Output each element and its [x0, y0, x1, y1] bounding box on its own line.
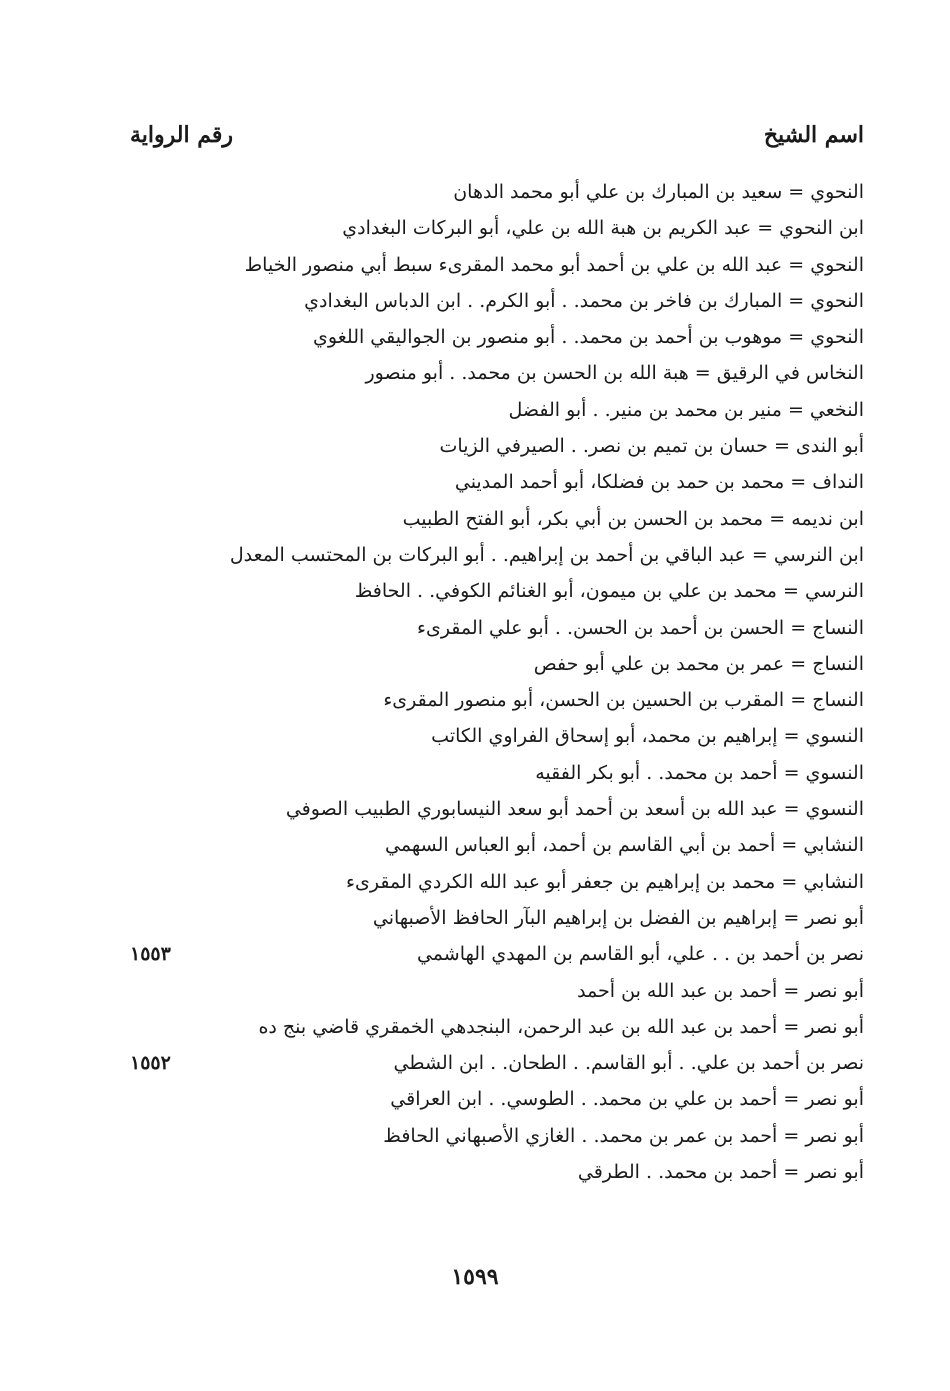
- narration-number: ١٥٥٢: [130, 1052, 171, 1075]
- sheikh-entry-text: أبو نصر = إبراهيم بن الفضل بن إبراهيم البآر الحافظ الأصبهاني: [372, 906, 864, 929]
- list-item: [120, 973, 864, 1009]
- sheikh-entry-text: النحوي = سعيد بن المبارك بن علي أبو محمد الدهان: [453, 181, 864, 203]
- list-item: [120, 1081, 864, 1117]
- list-item: [120, 573, 864, 609]
- list-item: [120, 1118, 864, 1154]
- sheikh-entry-text: النخاس في الرقيق = هبة الله بن الحسن بن محمد. . أبو منصور: [365, 362, 864, 385]
- column-headers: [130, 122, 864, 156]
- sheikh-entry-text: النساج = الحسن بن أحمد بن الحسن. . أبو علي المقرىء: [417, 616, 864, 639]
- list-item: [120, 392, 864, 428]
- sheikh-entry-text: النحوي = عبد الله بن علي بن أحمد أبو محمد المقرىء سبط أبي منصور الخياط: [244, 253, 864, 276]
- sheikh-entry-text: أبو نصر = أحمد بن عمر بن محمد. . الغازي الأصبهاني الحافظ: [383, 1124, 864, 1147]
- narration-number: ١٥٥٣: [130, 943, 171, 966]
- sheikh-entry-text: النسوي = أحمد بن محمد. . أبو بكر الفقيه: [535, 761, 864, 784]
- list-item: [120, 1009, 864, 1045]
- list-item: [120, 537, 864, 573]
- list-item: [120, 319, 864, 355]
- sheikh-entry-text: النسوي = عبد الله بن أسعد بن أحمد أبو سعد النيسابوري الطبيب الصوفي: [285, 798, 864, 821]
- list-item: [120, 247, 864, 283]
- sheikh-entry-text: أبو نصر = أحمد بن علي بن محمد. . الطوسي. . ابن العراقي: [390, 1088, 864, 1111]
- list-item: [120, 428, 864, 464]
- sheikh-list: [120, 174, 864, 1190]
- sheikh-entry-text: النسوي = إبراهيم بن محمد، أبو إسحاق الفراوي الكاتب: [431, 725, 864, 748]
- list-item: [120, 501, 864, 537]
- sheikh-entry-text: النساج = المقرب بن الحسين بن الحسن، أبو منصور المقرىء: [383, 689, 864, 712]
- list-item: [120, 900, 864, 936]
- sheikh-name-header: اسم الشيخ: [763, 122, 864, 148]
- sheikh-entry-text: النداف = محمد بن حمد بن فضلكا، أبو أحمد المديني: [454, 471, 864, 494]
- sheikh-entry-text: ابن النرسي = عبد الباقي بن أحمد بن إبراهيم. . أبو البركات بن المحتسب المعدل: [229, 543, 864, 566]
- list-item: [120, 864, 864, 900]
- list-item: [120, 755, 864, 791]
- list-item: [120, 646, 864, 682]
- sheikh-entry-text: ابن نديمه = محمد بن الحسن بن أبي بكر، أبو الفتح الطبيب: [402, 507, 864, 530]
- sheikh-entry-text: ابن النحوي = عبد الكريم بن هبة الله بن علي، أبو البركات البغدادي: [342, 217, 864, 240]
- sheikh-entry-text: أبو نصر = أحمد بن عبد الله بن أحمد: [577, 979, 864, 1002]
- list-item: [120, 210, 864, 246]
- sheikh-entry-text: النرسي = محمد بن علي بن ميمون، أبو الغنائم الكوفي. . الحافظ: [354, 580, 864, 603]
- list-item: [120, 791, 864, 827]
- list-item: [120, 936, 864, 972]
- list-item: [120, 174, 864, 210]
- narration-number-header: رقم الرواية: [130, 122, 234, 148]
- list-item: [120, 1154, 864, 1190]
- list-item: [120, 283, 864, 319]
- list-item: [120, 827, 864, 863]
- page-number: ١٥٩٩: [451, 1264, 499, 1290]
- sheikh-entry-text: النشابي = محمد بن إبراهيم بن جعفر أبو عبد الله الكردي المقرىء: [346, 870, 864, 893]
- sheikh-entry-text: أبو نصر = أحمد بن محمد. . الطرقي: [577, 1161, 864, 1184]
- sheikh-entry-text: أبو نصر = أحمد بن عبد الله بن عبد الرحمن، البنجدهي الخمقري قاضي بنج ده: [258, 1015, 864, 1038]
- list-item: [120, 355, 864, 391]
- sheikh-entry-text: النخعي = منير بن محمد بن منير. . أبو الفضل: [508, 398, 864, 421]
- sheikh-entry-text: نصر بن أحمد بن . . علي، أبو القاسم بن المهدي الهاشمي: [416, 943, 864, 966]
- sheikh-entry-text: نصر بن أحمد بن علي. . أبو القاسم. . الطحان. . ابن الشطي: [393, 1052, 864, 1075]
- sheikh-entry-text: أبو الندى = حسان بن تميم بن نصر. . الصيرفي الزيات: [439, 435, 864, 458]
- list-item: [120, 464, 864, 500]
- sheikh-entry-text: النحوي = موهوب بن أحمد بن محمد. . أبو منصور بن الجواليقي اللغوي: [313, 326, 864, 349]
- sheikh-entry-text: النحوي = المبارك بن فاخر بن محمد. . أبو الكرم. . ابن الدباس البغدادي: [304, 289, 864, 312]
- list-item: [120, 718, 864, 754]
- sheikh-entry-text: النشابي = أحمد بن أبي القاسم بن أحمد، أبو العباس السهمي: [385, 834, 864, 857]
- list-item: [120, 682, 864, 718]
- list-item: [120, 610, 864, 646]
- list-item: [120, 1045, 864, 1081]
- sheikh-entry-text: النساج = عمر بن محمد بن علي أبو حفص: [533, 652, 864, 675]
